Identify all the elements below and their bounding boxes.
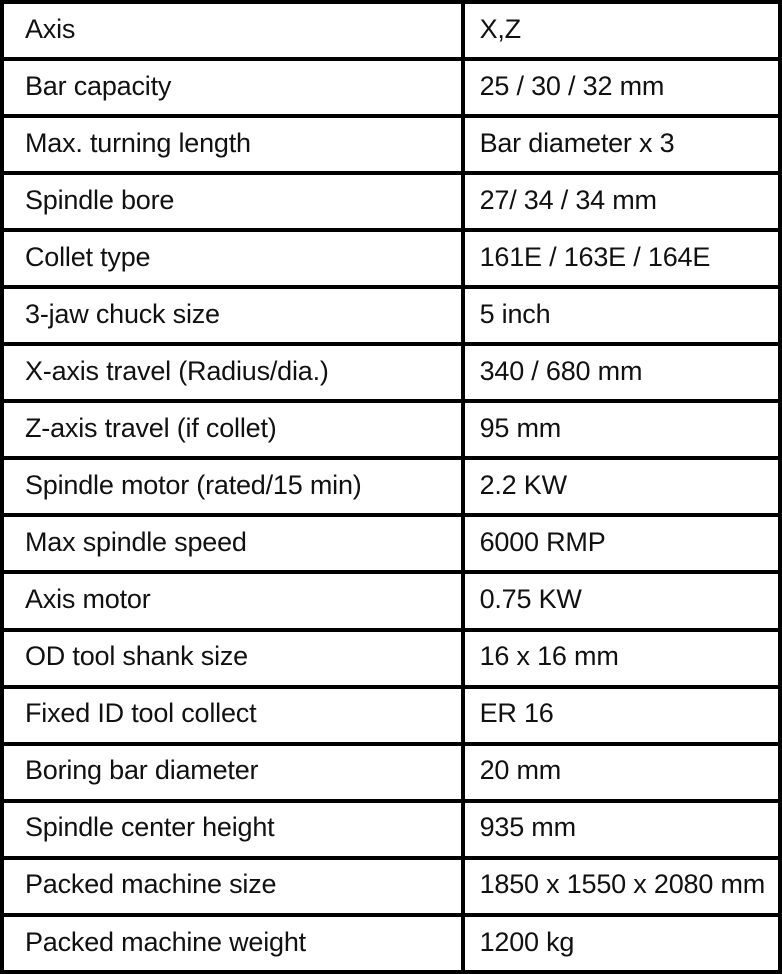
table-row	[2, 858, 780, 915]
spec-label: Spindle bore	[2, 173, 463, 230]
table-row	[2, 801, 780, 858]
spec-label: Max spindle speed	[2, 515, 463, 572]
spec-value: 27/ 34 / 34 mm	[463, 173, 780, 230]
spec-label: Collet type	[2, 230, 463, 287]
spec-value: 5 inch	[463, 287, 780, 344]
spec-value: 1200 kg	[463, 915, 780, 972]
spec-label: Packed machine size	[2, 858, 463, 915]
spec-label: Max. turning length	[2, 116, 463, 173]
table-row	[2, 744, 780, 801]
spec-value: 25 / 30 / 32 mm	[463, 59, 780, 116]
spec-label: Axis motor	[2, 572, 463, 629]
spec-label: Axis	[2, 2, 463, 59]
spec-value: 95 mm	[463, 401, 780, 458]
spec-label: X-axis travel (Radius/dia.)	[2, 344, 463, 401]
table-row	[2, 287, 780, 344]
spec-value: 161E / 163E / 164E	[463, 230, 780, 287]
spec-value: 2.2 KW	[463, 458, 780, 515]
spec-value: 935 mm	[463, 801, 780, 858]
spec-value: X,Z	[463, 2, 780, 59]
table-row	[2, 687, 780, 744]
spec-label: Fixed ID tool collect	[2, 687, 463, 744]
spec-label: OD tool shank size	[2, 630, 463, 687]
table-row	[2, 515, 780, 572]
spec-label: Bar capacity	[2, 59, 463, 116]
table-row	[2, 116, 780, 173]
spec-value: 340 / 680 mm	[463, 344, 780, 401]
spec-value: 1850 x 1550 x 2080 mm	[463, 858, 780, 915]
spec-value: 6000 RMP	[463, 515, 780, 572]
table-row	[2, 458, 780, 515]
table-row	[2, 59, 780, 116]
spec-label: 3-jaw chuck size	[2, 287, 463, 344]
table-row	[2, 2, 780, 59]
spec-label: Packed machine weight	[2, 915, 463, 972]
spec-label: Boring bar diameter	[2, 744, 463, 801]
table-row	[2, 230, 780, 287]
spec-value: 20 mm	[463, 744, 780, 801]
table-row	[2, 401, 780, 458]
spec-value: 16 x 16 mm	[463, 630, 780, 687]
table-row	[2, 630, 780, 687]
spec-label: Z-axis travel (if collet)	[2, 401, 463, 458]
table-row	[2, 344, 780, 401]
table-row	[2, 915, 780, 972]
spec-table-body	[2, 2, 780, 972]
table-row	[2, 173, 780, 230]
spec-value: 0.75 KW	[463, 572, 780, 629]
table-row	[2, 572, 780, 629]
spec-value: ER 16	[463, 687, 780, 744]
spec-label: Spindle motor (rated/15 min)	[2, 458, 463, 515]
spec-value: Bar diameter x 3	[463, 116, 780, 173]
spec-label: Spindle center height	[2, 801, 463, 858]
